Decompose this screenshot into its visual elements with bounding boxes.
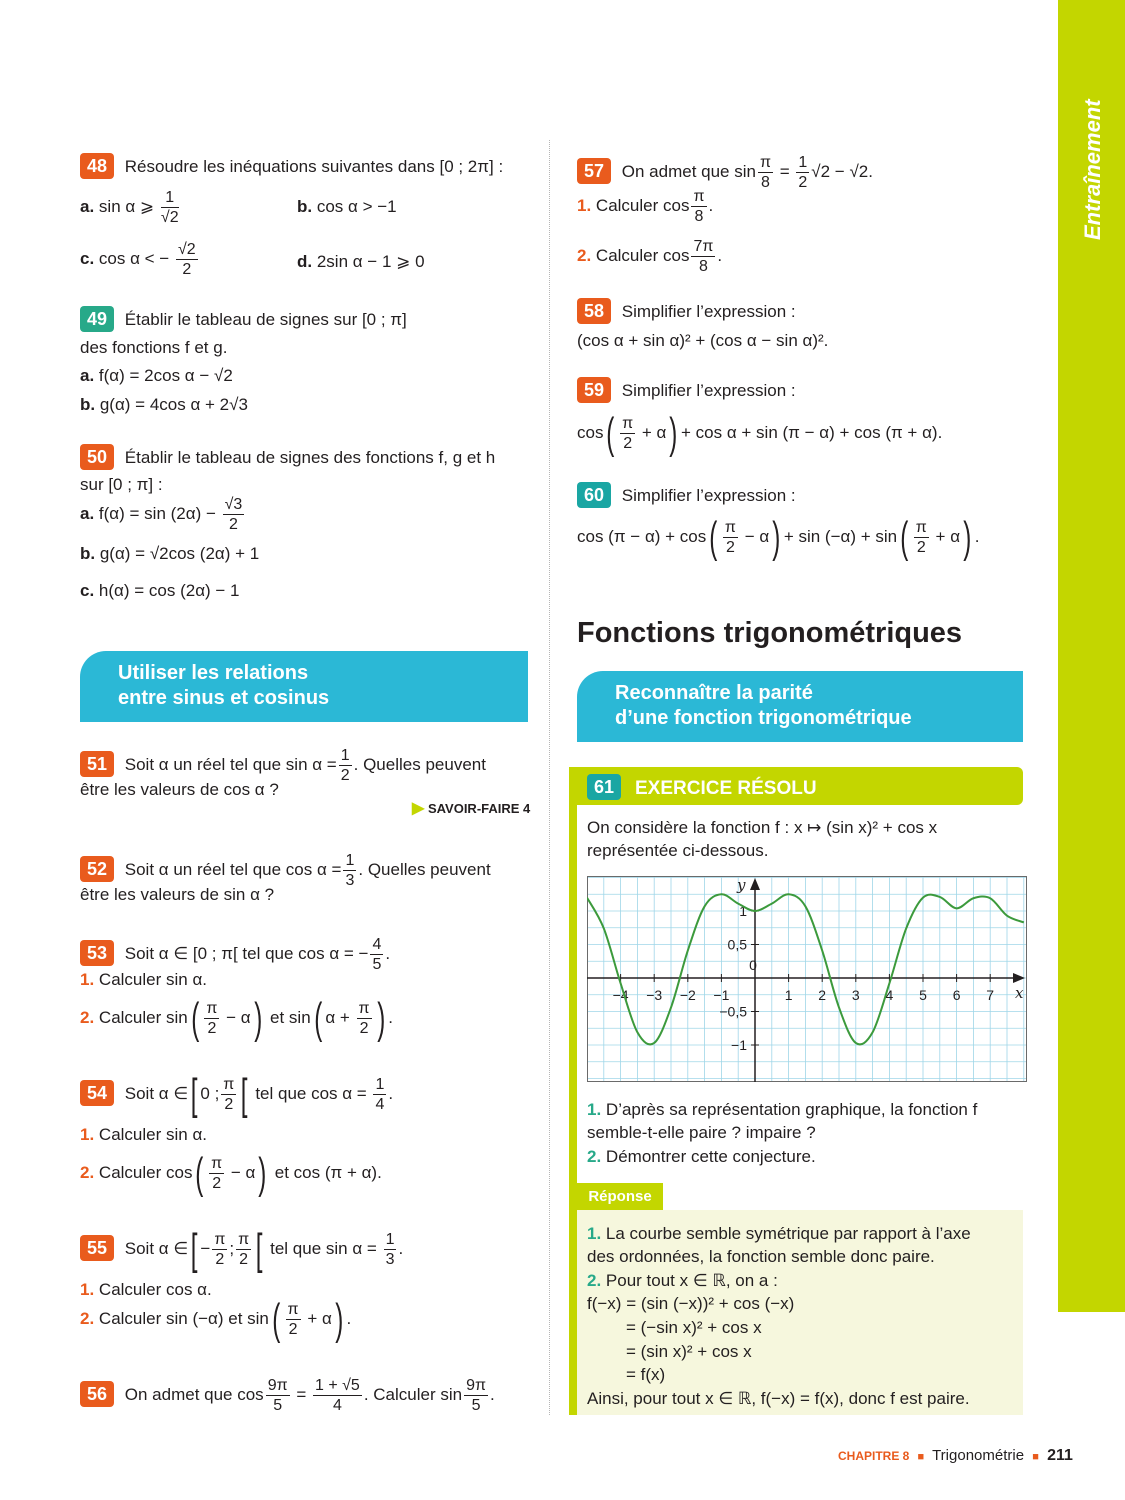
exercise-number: 61: [587, 774, 621, 800]
ex51-stem2: être les valeurs de cos α ?: [80, 780, 279, 799]
ex49-stem: 49 Établir le tableau de signes sur [0 ; π]: [80, 306, 407, 332]
ex50-a: a. f(α) = sin (2α) − $\frac{√3}{2}$: [80, 496, 243, 533]
ex57-q1: 1. Calculer cos $\frac{\pi}{8}$ .: [577, 188, 714, 226]
resolved-left-bar: [569, 767, 577, 1415]
x-tick-label: −2: [679, 987, 696, 1003]
exercise-number: 49: [80, 306, 114, 332]
ex50-stem2: sur [0 ; π] :: [80, 475, 163, 494]
exercise-number: 50: [80, 444, 114, 470]
x-tick-label: 3: [851, 987, 860, 1003]
ex50-c: c. h(α) = cos (2α) − 1: [80, 581, 240, 600]
ex53-q2: 2. Calculer sin( $\frac{\pi}{2}$ − α) et sin( α + $\frac{\pi}{2}$ ) .: [80, 993, 393, 1043]
ex50-stem: 50 Établir le tableau de signes des fonctions f, g et h: [80, 444, 495, 470]
ex61-line4: = f(x): [626, 1365, 666, 1384]
side-tab-label: Entraînement: [1080, 99, 1105, 240]
ex59-expr: cos( $\frac{\pi}{2}$ + α) + cos α + sin (π − α) + cos (π + α).: [577, 408, 943, 458]
ex54-q1: 1. Calculer sin α.: [80, 1125, 208, 1144]
exercise-number: 58: [577, 298, 611, 324]
x-axis-arrow: [1013, 973, 1025, 983]
y-axis-label: y: [737, 876, 746, 894]
exercise-number: 54: [80, 1080, 114, 1106]
ex61-q1a: 1. D’après sa représentation graphique, la fonction f: [587, 1100, 978, 1119]
ex59-stem: 59 Simplifier l’expression :: [577, 377, 796, 403]
y-axis-arrow: [750, 878, 760, 890]
exercise-number: 52: [80, 856, 114, 882]
ex49-stem2: des fonctions f et g.: [80, 338, 228, 357]
ex54-q2: 2. Calculer cos( $\frac{\pi}{2}$ − α) et cos (π + α).: [80, 1148, 382, 1198]
ex61-line3: = (sin x)² + cos x: [626, 1342, 752, 1361]
exercise-number: 59: [577, 377, 611, 403]
ex48-stem: 48 Résoudre les inéquations suivantes dans [0 ; 2π] :: [80, 153, 503, 179]
x-tick-label: −1: [713, 987, 730, 1003]
reponse-label: Réponse: [577, 1183, 663, 1210]
ex51-stem: 51 Soit α un réel tel que sin α = $\frac{1}{2}$ . Quelles peuvent: [80, 746, 486, 785]
ex58-expr: (cos α + sin α)² + (cos α − sin α)².: [577, 331, 829, 350]
play-triangle-icon: ▶: [412, 800, 425, 817]
ex53-q1: 1. Calculer sin α.: [80, 970, 208, 989]
ex61-r1a: 1. La courbe semble symétrique par rapport à l’axe: [587, 1224, 971, 1243]
ex61-line1: f(−x) = (sin (−x))² + cos (−x): [587, 1294, 795, 1313]
ex49-a: a. f(α) = 2cos α − √2: [80, 366, 233, 385]
resolved-title: EXERCICE RÉSOLU: [635, 778, 817, 799]
x-tick-label: 7: [986, 987, 995, 1003]
x-tick-label: 1: [784, 987, 793, 1003]
ex61-r1b: des ordonnées, la fonction semble donc paire.: [587, 1247, 935, 1266]
ex52-stem: 52 Soit α un réel tel que cos α = $\frac{1}{3}$ . Quelles peuvent: [80, 851, 491, 890]
ex60-stem: 60 Simplifier l’expression :: [577, 482, 796, 508]
exercise-number: 56: [80, 1381, 114, 1407]
x-tick-label: −3: [646, 987, 663, 1003]
ex61-intro2: représentée ci-dessous.: [587, 841, 769, 860]
page-heading: Fonctions trigonométriques: [577, 617, 963, 649]
ex60-expr: cos (π − α) + cos( $\frac{\pi}{2}$ − α) + sin (−α) + sin( $\frac{\pi}{2}$ + α) .: [577, 512, 980, 562]
y-tick-label: −1: [731, 1037, 747, 1053]
ex58-stem: 58 Simplifier l’expression :: [577, 298, 796, 324]
ex48-d: d. 2sin α − 1 ⩾ 0: [297, 252, 425, 271]
x-tick-label: 4: [885, 987, 894, 1003]
x-tick-label: 6: [952, 987, 961, 1003]
ex55-stem: 55 Soit α ∈[ − $\frac{\pi}{2}$ ; $\frac{\pi}{2}$ [ tel que sin α = $\frac{1}{3}$ .: [80, 1226, 403, 1272]
ex57-stem: 57 On admet que sin $\frac{\pi}{8}$ = $\frac{1}{2}$ √2 − √2.: [577, 150, 873, 194]
y-tick-label: −0,5: [719, 1003, 747, 1020]
ex48-c: c. cos α < − $\frac{√2}{2}$: [80, 241, 196, 278]
ex55-q1: 1. Calculer cos α.: [80, 1280, 212, 1299]
resolved-header: [577, 767, 1023, 805]
x-axis-label: x: [1015, 984, 1024, 1002]
square-bullet-icon: ■: [917, 1451, 925, 1463]
section-header-parite: Reconnaître la parité d’une fonction trigonométrique: [577, 671, 1023, 742]
square-bullet-icon: ■: [1032, 1451, 1039, 1463]
ex61-r2: 2. Pour tout x ∈ ℝ, on a :: [587, 1271, 778, 1290]
ex61-q2: 2. Démontrer cette conjecture.: [587, 1147, 816, 1166]
exercise-number: 55: [80, 1235, 114, 1261]
ex56-stem: 56 On admet que cos $\frac{9\pi}{5}$ = $\frac{1 + √5}{4}$ . Calculer sin $\frac{9\pi}{5}$ .: [80, 1372, 495, 1418]
column-divider: [549, 140, 550, 1415]
ex61-intro1: On considère la fonction f : x ↦ (sin x)² + cos x: [587, 818, 938, 837]
x-tick-label: 2: [818, 987, 827, 1003]
ex55-q2: 2. Calculer sin (−α) et sin( $\frac{\pi}{2}$ + α) .: [80, 1294, 352, 1344]
function-graph: [587, 876, 1027, 1082]
ex61-line2: = (−sin x)² + cos x: [626, 1318, 762, 1337]
ex61-conclusion: Ainsi, pour tout x ∈ ℝ, f(−x) = f(x), donc f est paire.: [587, 1389, 970, 1408]
x-tick-label: 0: [749, 957, 757, 973]
ex49-b: b. g(α) = 4cos α + 2√3: [80, 395, 248, 414]
exercise-number: 57: [577, 158, 611, 184]
page-footer: CHAPITRE 8 ■ Trigonométrie ■ 211: [838, 1447, 1073, 1464]
ex54-stem: 54 Soit α ∈[ 0 ; $\frac{\pi}{2}$ [ tel que cos α = $\frac{1}{4}$ .: [80, 1071, 393, 1117]
exercise-number: 60: [577, 482, 611, 508]
x-tick-label: 5: [919, 987, 927, 1003]
ex52-stem2: être les valeurs de sin α ?: [80, 885, 275, 904]
exercise-number: 48: [80, 153, 114, 179]
ex50-b: b. g(α) = √2cos (2α) + 1: [80, 544, 260, 563]
y-tick-label: 1: [739, 903, 747, 919]
ex48-a: a. sin α ⩾ $\frac{1}{√2}$: [80, 189, 179, 226]
exercise-number: 51: [80, 751, 114, 777]
y-tick-label: 0,5: [727, 936, 747, 953]
ex57-q2: 2. Calculer cos $\frac{7\pi}{8}$ .: [577, 238, 723, 276]
ex48-b: b. cos α > −1: [297, 197, 397, 216]
x-tick-label: −4: [612, 987, 629, 1003]
section-header-relations: Utiliser les relations entre sinus et cosinus: [80, 651, 528, 722]
exercise-number: 53: [80, 940, 114, 966]
ex53-stem: 53 Soit α ∈ [0 ; π[ tel que cos α = − $\frac{4}{5}$ .: [80, 935, 390, 974]
savoir-faire-link[interactable]: ▶ SAVOIR-FAIRE 4: [412, 800, 531, 817]
ex61-q1b: semble-t-elle paire ? impaire ?: [587, 1123, 816, 1142]
